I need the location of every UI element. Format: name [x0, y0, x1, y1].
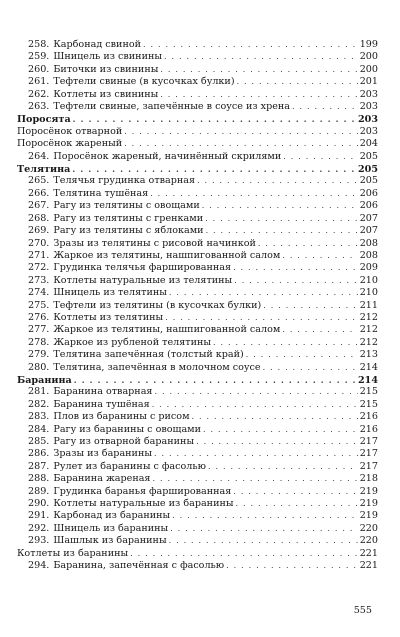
- toc-entry-title: Рагу из телятины с овощами: [53, 200, 200, 212]
- toc-entry-number: 280.: [28, 361, 50, 373]
- toc-entry-number: 276.: [28, 311, 50, 323]
- dot-leader: [169, 287, 358, 299]
- toc-entry: [17, 175, 378, 187]
- dot-leader: [152, 399, 358, 411]
- toc-entry: [17, 548, 378, 560]
- page-number: 555: [353, 605, 372, 616]
- toc-entry: [17, 337, 378, 349]
- toc-entry: [17, 560, 378, 572]
- toc-entry-title: Грудинка баранья фаршированная: [53, 485, 232, 497]
- toc-entry-number: 289.: [28, 485, 50, 497]
- toc-entry-title: Карбонад свиной: [53, 39, 142, 50]
- toc-entry-number: 265.: [28, 175, 50, 187]
- dot-leader: [124, 138, 358, 150]
- toc-entry: [17, 64, 378, 76]
- toc-entry: [17, 101, 378, 113]
- dot-leader: [258, 238, 358, 250]
- toc-entry: [17, 89, 378, 101]
- toc-entry-title: Карбонад из баранины: [53, 510, 171, 522]
- toc-entry-number: 260.: [28, 63, 50, 75]
- toc-entry: [17, 213, 378, 225]
- toc-entry-title: Рагу из баранины с овощами: [53, 423, 202, 435]
- dot-leader: [170, 523, 358, 535]
- toc-entry-title: Телятина тушёная: [53, 187, 149, 199]
- toc-entry-number: 275.: [28, 299, 50, 311]
- toc-entry: [17, 312, 378, 324]
- toc-entry: [17, 250, 378, 262]
- toc-entry-number: 293.: [28, 535, 50, 547]
- toc-entry: [17, 498, 378, 510]
- toc-entry: [17, 362, 378, 374]
- toc-entry-number: 277.: [28, 324, 50, 336]
- toc-entry-page: 210: [359, 274, 378, 286]
- toc-entry-number: 284.: [28, 423, 50, 435]
- toc-entry-number: 264.: [28, 150, 50, 162]
- toc-entry-page: 212: [359, 324, 378, 336]
- toc-entry-page: 217: [359, 436, 378, 447]
- dot-leader: [283, 151, 357, 163]
- toc-section-heading: [17, 374, 378, 386]
- toc-entry-number: 285.: [28, 436, 50, 447]
- toc-entry-page: 217: [359, 448, 378, 460]
- toc-entry-page: 207: [359, 225, 378, 237]
- dot-leader: [206, 225, 358, 237]
- toc-entry-number: 274.: [28, 287, 50, 299]
- toc-entry: [17, 486, 378, 498]
- toc-entry-page: 210: [359, 287, 378, 299]
- toc-entry-number: 283.: [28, 411, 50, 423]
- toc-entry-page: 214: [357, 374, 378, 386]
- toc-entry-title: Рагу из телятины с яблоками: [53, 225, 204, 237]
- dot-leader: [154, 448, 358, 460]
- table-of-contents: [17, 39, 378, 572]
- toc-entry-title: Баранина жареная: [53, 473, 151, 485]
- toc-entry-page: 203: [359, 88, 378, 100]
- toc-entry-title: Зразы из телятины с рисовой начинкой: [53, 237, 256, 249]
- toc-entry: [17, 461, 378, 473]
- toc-entry-title: Котлеты натуральные из телятины: [53, 274, 233, 286]
- toc-entry-title: Котлеты натуральные из баранины: [53, 498, 234, 510]
- dot-leader: [153, 473, 358, 485]
- toc-entry-title: Баранина, запечённая с фасолью: [53, 560, 225, 572]
- toc-section-heading: [17, 163, 378, 175]
- toc-entry-number: 261.: [28, 76, 50, 88]
- toc-entry-page: 203: [359, 101, 378, 113]
- toc-entry-title: Поросёнок отварной: [17, 125, 123, 137]
- dot-leader: [196, 436, 358, 448]
- toc-entry-number: 279.: [28, 349, 50, 361]
- toc-entry-page: 204: [359, 138, 378, 150]
- dot-leader: [192, 411, 358, 423]
- toc-entry: [17, 238, 378, 250]
- toc-entry-page: 216: [359, 411, 378, 423]
- dot-leader: [160, 89, 357, 101]
- toc-entry-page: 200: [359, 51, 378, 63]
- toc-entry-number: 259.: [28, 51, 50, 63]
- dot-leader: [205, 213, 358, 225]
- toc-entry-number: 263.: [28, 101, 50, 113]
- toc-entry: [17, 51, 378, 63]
- toc-entry-page: 206: [359, 200, 378, 212]
- toc-entry-number: 286.: [28, 448, 50, 460]
- toc-entry: [17, 76, 378, 88]
- toc-entry: [17, 225, 378, 237]
- toc-entry-page: 205: [357, 164, 378, 176]
- dot-leader: [164, 51, 358, 63]
- toc-entry: [17, 411, 378, 423]
- toc-entry-page: 212: [359, 336, 378, 348]
- toc-entry-page: 201: [359, 76, 378, 88]
- dot-leader: [73, 113, 356, 126]
- toc-entry: [17, 138, 378, 150]
- toc-entry: [17, 448, 378, 460]
- toc-entry-title: Плов из баранины с рисом: [53, 411, 190, 423]
- toc-entry-page: 213: [359, 349, 378, 361]
- toc-entry-number: 294.: [28, 560, 50, 572]
- toc-entry: [17, 126, 378, 138]
- dot-leader: [74, 374, 356, 387]
- toc-entry-number: 271.: [28, 249, 50, 261]
- dot-leader: [282, 324, 357, 336]
- toc-entry-title: Тефтели свиные, запечённые в соусе из хрена: [53, 101, 291, 113]
- toc-entry-number: 272.: [28, 262, 50, 274]
- dot-leader: [160, 64, 357, 76]
- toc-entry-title: Поросёнок жареный: [17, 138, 123, 150]
- toc-entry-title: Жаркое из рубленой телятины: [53, 336, 212, 348]
- toc-entry-page: 209: [359, 262, 378, 274]
- toc-entry: [17, 188, 378, 200]
- toc-entry-page: 200: [359, 63, 378, 75]
- dot-leader: [197, 175, 358, 187]
- toc-entry-page: 219: [359, 510, 378, 522]
- toc-entry-page: 220: [359, 522, 378, 534]
- dot-leader: [169, 535, 358, 547]
- toc-entry: [17, 300, 378, 312]
- toc-entry-title: Поросята: [17, 114, 71, 126]
- dot-leader: [150, 188, 358, 200]
- dot-leader: [233, 262, 358, 274]
- toc-entry-page: 208: [359, 237, 378, 249]
- dot-leader: [282, 250, 357, 262]
- toc-entry-number: 273.: [28, 274, 50, 286]
- dot-leader: [130, 548, 358, 560]
- toc-entry: [17, 151, 378, 163]
- toc-entry-page: 211: [359, 299, 378, 311]
- toc-entry-page: 218: [359, 473, 378, 485]
- toc-entry-page: 220: [359, 535, 378, 547]
- toc-entry: [17, 349, 378, 361]
- toc-entry-title: Баранина: [17, 374, 72, 386]
- toc-entry-page: 219: [359, 498, 378, 510]
- dot-leader: [237, 76, 358, 88]
- toc-entry-page: 203: [359, 125, 378, 137]
- dot-leader: [246, 349, 358, 361]
- toc-entry-page: 212: [359, 311, 378, 323]
- toc-entry-page: 203: [357, 114, 378, 126]
- dot-leader: [143, 39, 358, 51]
- toc-entry-title: Шницель из телятины: [53, 287, 167, 299]
- toc-entry-page: 221: [359, 560, 378, 572]
- dot-leader: [263, 300, 357, 312]
- dot-leader: [226, 560, 358, 572]
- toc-entry: [17, 39, 378, 51]
- toc-entry-page: 221: [359, 547, 378, 559]
- toc-entry-title: Шашлык из баранины: [53, 535, 167, 547]
- toc-entry-title: Биточки из свинины: [53, 63, 159, 75]
- toc-entry-page: 205: [359, 150, 378, 162]
- toc-entry-title: Котлеты из телятины: [53, 311, 164, 323]
- toc-entry-number: 281.: [28, 386, 50, 398]
- dot-leader: [292, 101, 358, 113]
- toc-entry-title: Телятина, запечённая в молочном соусе: [53, 361, 261, 373]
- dot-leader: [236, 498, 358, 510]
- toc-entry-number: 278.: [28, 336, 50, 348]
- dot-leader: [165, 312, 357, 324]
- toc-entry-number: 292.: [28, 522, 50, 534]
- dot-leader: [234, 275, 357, 287]
- toc-entry-title: Телятина: [17, 164, 71, 176]
- toc-entry-title: Жаркое из телятины, нашпигованной салом: [53, 249, 281, 261]
- toc-entry: [17, 399, 378, 411]
- toc-entry: [17, 262, 378, 274]
- toc-entry-page: 215: [359, 398, 378, 410]
- toc-entry-title: Рагу из отварной баранины: [53, 436, 195, 447]
- toc-entry-title: Баранина тушёная: [53, 398, 150, 410]
- toc-entry-number: 288.: [28, 473, 50, 485]
- toc-entry: [17, 287, 378, 299]
- toc-entry-page: 216: [359, 423, 378, 435]
- toc-entry: [17, 324, 378, 336]
- toc-entry-page: 219: [359, 485, 378, 497]
- dot-leader: [213, 337, 358, 349]
- toc-entry-title: Котлеты из свинины: [53, 88, 159, 100]
- toc-entry-number: 268.: [28, 212, 50, 224]
- toc-entry-title: Жаркое из телятины, нашпигованной салом: [53, 324, 281, 336]
- dot-leader: [172, 510, 358, 522]
- toc-entry-title: Баранина отварная: [53, 386, 153, 398]
- toc-entry-title: Шницель из баранины: [53, 522, 169, 534]
- toc-entry-number: 290.: [28, 498, 50, 510]
- toc-entry-title: Рагу из телятины с гренками: [53, 212, 204, 224]
- toc-entry-number: 291.: [28, 510, 50, 522]
- toc-entry: [17, 275, 378, 287]
- toc-entry-title: Телятина запечённая (толстый край): [53, 349, 244, 361]
- toc-section-heading: [17, 113, 378, 125]
- toc-entry-page: 208: [359, 249, 378, 261]
- toc-entry-title: Тефтели свиные (в кусочках булки): [53, 76, 235, 88]
- toc-entry-number: 282.: [28, 398, 50, 410]
- dot-leader: [154, 386, 357, 398]
- toc-entry-number: 258.: [28, 39, 50, 50]
- dot-leader: [202, 200, 358, 212]
- toc-entry: [17, 200, 378, 212]
- toc-entry-title: Поросёнок жареный, начинённый скрилями: [53, 150, 282, 162]
- toc-entry: [17, 386, 378, 398]
- toc-entry: [17, 535, 378, 547]
- toc-entry-title: Телячья грудинка отварная: [53, 175, 196, 187]
- toc-entry: [17, 436, 378, 448]
- dot-leader: [208, 461, 358, 473]
- toc-entry: [17, 510, 378, 522]
- toc-entry-title: Зразы из баранины: [53, 448, 152, 460]
- toc-entry-title: Шницель из свинины: [53, 51, 162, 63]
- dot-leader: [124, 126, 357, 138]
- toc-entry-title: Котлеты из баранины: [17, 547, 129, 559]
- toc-entry-number: 287.: [28, 460, 50, 472]
- toc-entry-page: 217: [359, 460, 378, 472]
- toc-entry-number: 266.: [28, 187, 50, 199]
- toc-entry-number: 270.: [28, 237, 50, 249]
- toc-entry-number: 267.: [28, 200, 50, 212]
- dot-leader: [72, 163, 356, 176]
- toc-entry-page: 214: [359, 361, 378, 373]
- toc-entry: [17, 473, 378, 485]
- toc-entry-title: Рулет из баранины с фасолью: [53, 460, 206, 472]
- toc-entry-title: Тефтели из телятины (в кусочках булки): [53, 299, 262, 311]
- toc-entry-page: 205: [359, 175, 378, 187]
- dot-leader: [203, 424, 358, 436]
- toc-entry: [17, 424, 378, 436]
- toc-entry-page: 206: [359, 187, 378, 199]
- dot-leader: [263, 362, 358, 374]
- toc-entry-page: 207: [359, 212, 378, 224]
- toc-entry-page: 215: [359, 386, 378, 398]
- toc-entry-number: 269.: [28, 225, 50, 237]
- dot-leader: [233, 486, 357, 498]
- toc-entry-page: 199: [359, 39, 378, 50]
- toc-entry-number: 262.: [28, 88, 50, 100]
- toc-entry-title: Грудинка телячья фаршированная: [53, 262, 232, 274]
- toc-entry: [17, 523, 378, 535]
